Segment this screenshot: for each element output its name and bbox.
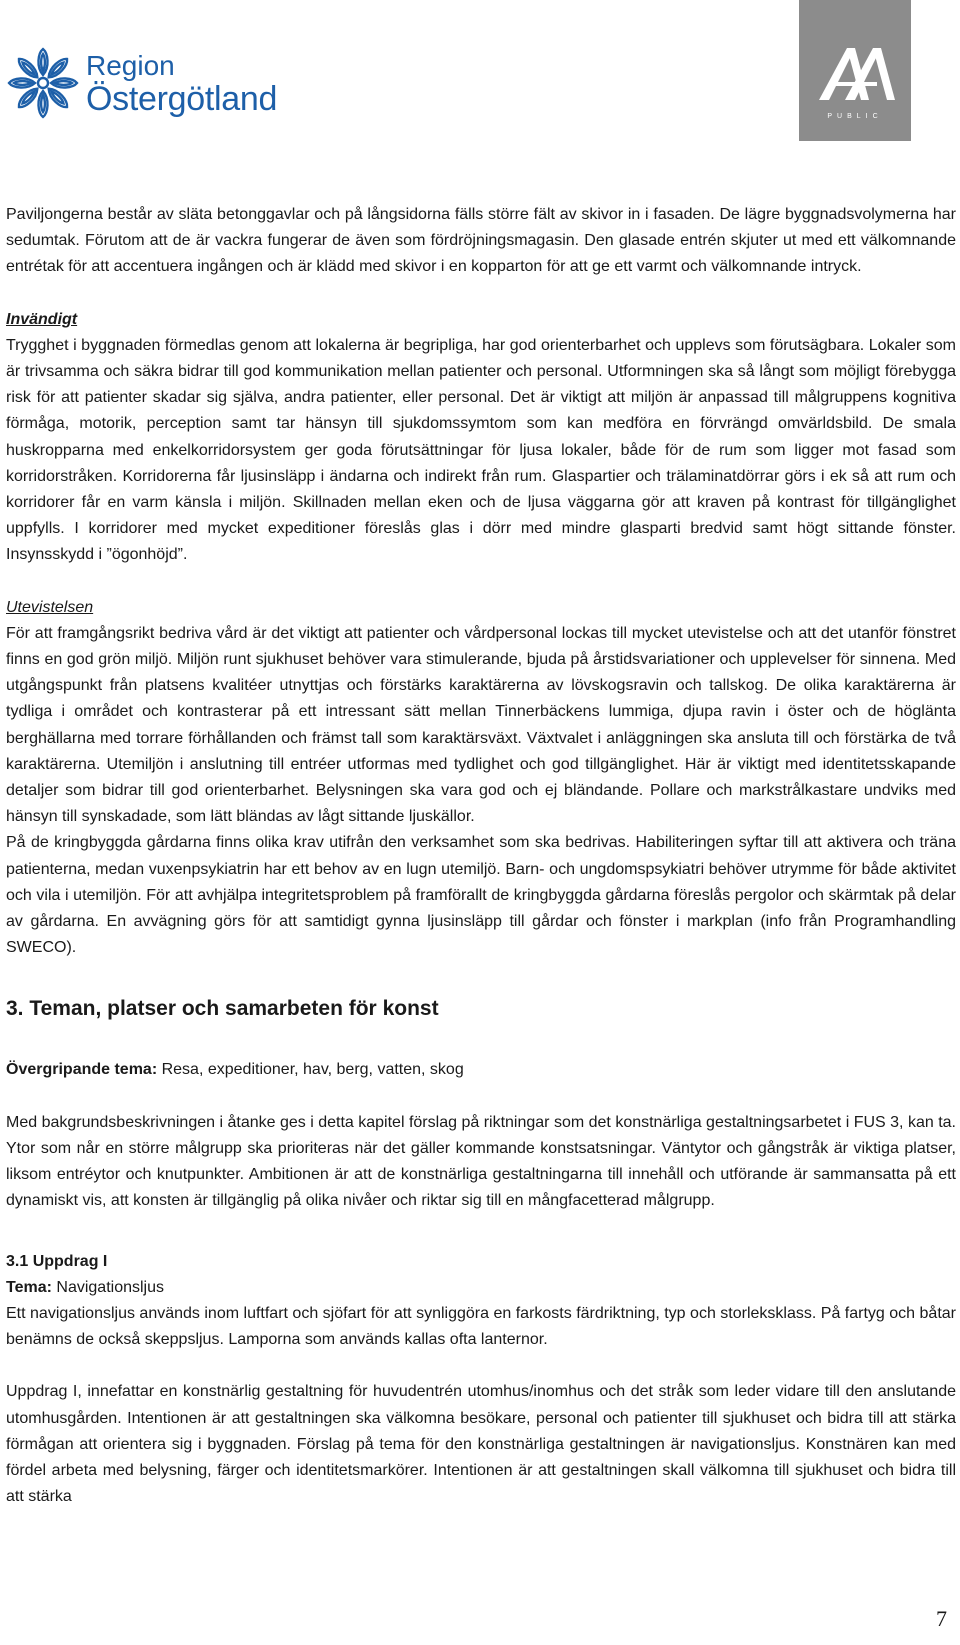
overall-theme-label: Övergripande tema: [6, 1061, 158, 1079]
page-header [0, 0, 960, 150]
section-heading-utevistelsen: Utevistelsen [6, 598, 94, 616]
section-heading-3: 3. Teman, platser och samarbeten för konst [6, 997, 439, 1021]
logo-line-ostergotland: Östergötland [86, 80, 278, 118]
section3-paragraph: Med bakgrundsbeskrivningen i åtanke ges i detta kapitel förslag på riktningar som det konstnärliga gestaltningsarbetet i FUS 3, kan ta. Ytor som når en större målgrupp ska prioriteras när det gäller kommande konstsatsningar. Väntytor och gångstråk är viktiga platser, liksom entréytor och knutpunkter. Ambitionen är att de konstnärliga gestaltningarna till innehåll och utförande är sammansatta på ett dynamiskt vis, att konsten är tillgänglig på olika nivåer och riktar sig till en mångfacetterad målgrupp. [6, 1113, 956, 1210]
uppdrag1-paragraph-2: Uppdrag I, innefattar en konstnärlig gestaltning för huvudentrén utomhus/inomhus och det stråk som leder vidare till den anslutande utomhusgården. Intentionen är att gestaltningen ska välkomna besökare, personal och patienter till sjukhuset och bidra till att stärka förmågan att orientera sig i byggnaden. Förslag på tema för den konstnärliga gestaltningen är navigationsljus. Konstnären kan med fördel arbeta med belysning, färger och identitetsmarkörer. Intentionen är att gestaltningen skall välkomna till sjukhuset och bidra till att stärka [6, 1383, 956, 1506]
utevistelsen-paragraph-1: För att framgångsrikt bedriva vård är det viktigt att patienter och vårdpersonal lockas till mycket utevistelse och att det utanför fönstret finns en god grön miljö. Miljön runt sjukhuset behöver vara stimulerande, bjuda på årstidsvariationer och upplevelser för sinnena. Med utgångspunkt från platsens kvalitéer utnyttjas och förstärks karaktärerna av lövskogsravin och tallskog. De olika karaktärerna är tydliga i området och kontrasterar på ett intressant sätt mellan Tinnerbäckens lummiga, djupa ravin i öster och de höglänta berghällarna med torrare förhållanden och främst tall som karaktärsväxt. Växtvalet i anläggningen ska ansluta till och förstärka de två karaktärerna. Utemiljön i anslutning till entréer utformas med tydlighet och god tillgänglighet. Här är viktigt med identitetsskapande detaljer som bidrar till god orienterbarhet. Belysningen ska vara god och ej bländande. Pollare och markstrålkastare undviks med hänsyn till synskadade, som lätt bländas av lågt sittande ljuskällor. [6, 624, 956, 826]
uppdrag1-theme-line [6, 1275, 956, 1301]
section-heading-invandigt: Invändigt [6, 310, 78, 328]
document-body [6, 202, 956, 1510]
public-label: PUBLIC [827, 113, 883, 120]
overall-theme-value: Resa, expeditioner, hav, berg, vatten, skog [157, 1061, 464, 1079]
utevistelsen-paragraph-2: På de kringbyggda gårdarna finns olika krav utifrån den verksamhet som ska bedrivas. Habiliteringen syftar till att aktivera och träna patienterna, medan vuxenpsykiatrin har ett behov av en lugn utemiljö. Barn- och ungdomspsykiatri behöver utrymme för både aktivitet och vila i utemiljön. För att avhjälpa integritetsproblem på framförallt de kringbyggda gårdarna föreslås pergolor och skärmtak på delar av gårdarna. En avvägning görs för att samtidigt gynna ljusinsläpp till gårdar och fönster i markplan (info från Programhandling SWECO). [6, 834, 956, 957]
logo-line-region: Region [86, 50, 175, 81]
region-ostergotland-logo [4, 44, 304, 128]
overall-theme-line [6, 1057, 956, 1083]
page-number: 7 [936, 1606, 947, 1631]
intro-paragraph: Paviljongerna består av släta betonggavlar och på långsidorna fälls större fält av skivor in i fasaden. De lägre byggnadsvolymerna har sedumtak. Förutom att de är vackra fungerar de även som fördröjningsmagasin. Den glasade entrén skjuter ut med ett välkomnande entrétak för att accentuera ingången och är klädd med skivor i en kopparton för att ge ett varmt och välkomnande intryck. [6, 206, 956, 276]
flower-emblem-icon [4, 44, 82, 122]
uppdrag1-theme-label: Tema: [6, 1278, 52, 1296]
invandigt-paragraph: Trygghet i byggnaden förmedlas genom att lokalerna är begripliga, har god orienterbarhet och upplevs som förutsägbara. Lokaler som är trivsamma och säkra bidrar till god kommunikation mellan patienter och personal. Utformningen ska så långt som möjligt förebygga risk för att patienter skadar sig själva, andra patienter, eller personal. Det är viktigt att miljön är anpassad till målgruppens kognitiva förmåga, motorik, perception samt tar hänsyn till sjukdomssymtom som kan medföra en förvrängd omvärldsbild. De smala huskropparna med enkelkorridorsystem ger goda förutsättningar för ljusa lokaler, både för de rum som ligger mot fasad som korridorstråken. Korridorerna får ljusinsläpp i ändarna och indirekt från rum. Glaspartier och trälaminatdörrar görs i ek så att rum och korridorer får en varm känsla i miljön. Skillnaden mellan eken och de ljusa väggarna gör att kraven på kontrast för tillgänglighet uppfylls. I korridorer med mycket expeditioner föreslås glas i dörr med mindre glasparti bredvid samt högt sittande fönster. Insynsskydd i ”ögonhöjd”. [6, 336, 956, 564]
public-logo [799, 0, 911, 141]
logo-wordmark [86, 52, 277, 116]
uppdrag1-paragraph-1: Ett navigationsljus används inom luftfart och sjöfart för att synliggöra en farkosts färdriktning, typ och storleksklass. På fartyg och båtar benämns de också skeppsljus. Lamporna som används kallas ofta lanternor. [6, 1304, 956, 1349]
section-heading-3-1: 3.1 Uppdrag I [6, 1252, 108, 1270]
uppdrag1-theme-value: Navigationsljus [51, 1278, 164, 1296]
